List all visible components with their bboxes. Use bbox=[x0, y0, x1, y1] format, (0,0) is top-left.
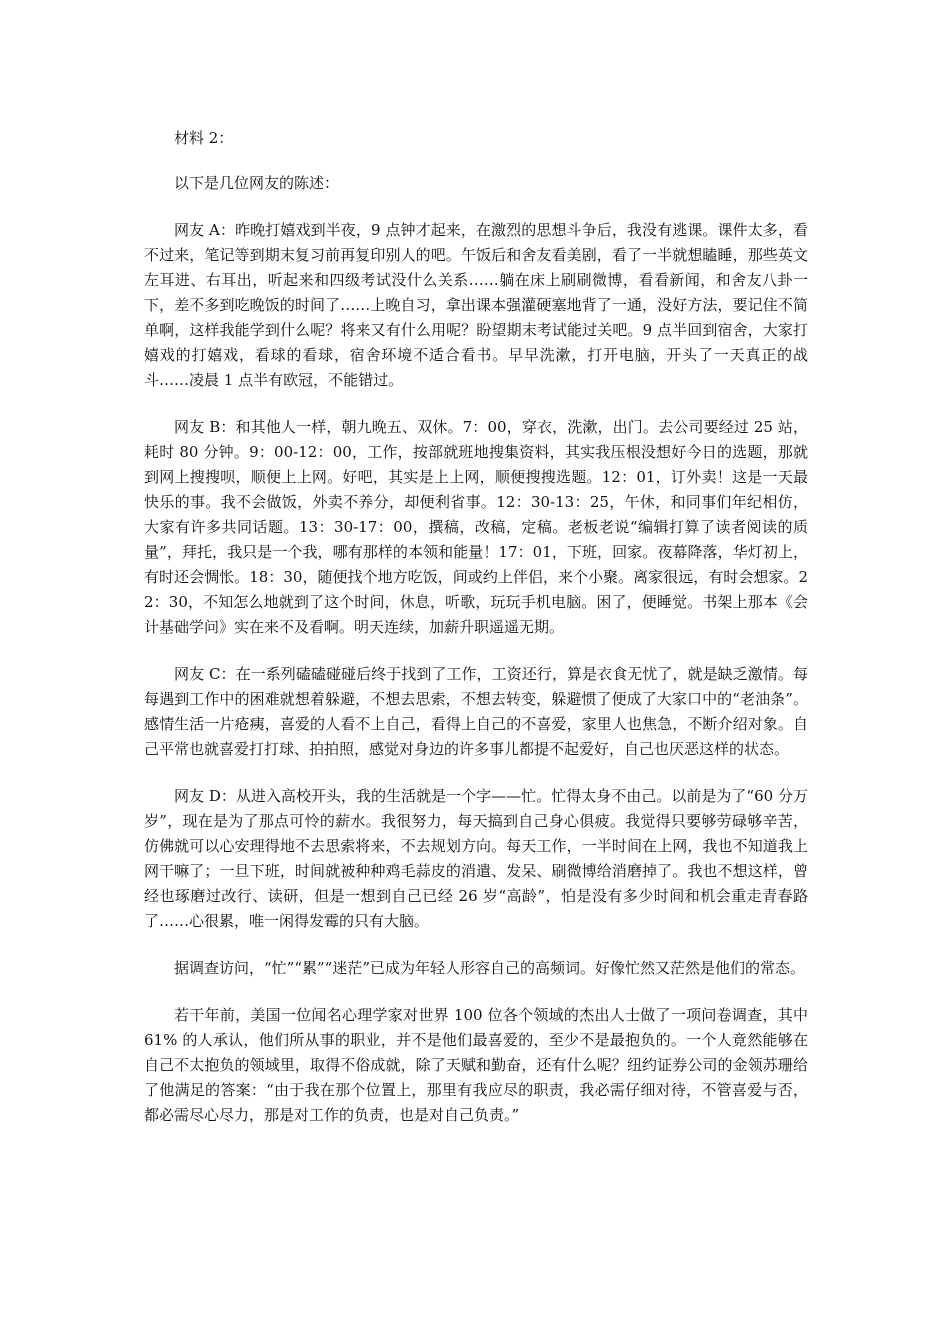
material-heading: 材料 2： bbox=[174, 129, 234, 147]
netizen-a-paragraph: 网友 A：昨晚打嬉戏到半夜，9 点钟才起来，在激烈的思想斗争后，我没有逃课。课件太多，看不过来，笔记等到期末复习前再复印别人的吧。午饭后和舍友看美剧，看了一半就想瞌睡，那些英文左耳进、右耳出，听起来和四级考试没什么关系……躺在床上刷刷微博，看看新闻，和舍友八卦一下，差不多到吃晚饭的时间了……上晚自习，拿出课本强灌硬塞地背了一通，没好方法，要记住不简单啊，这样我能学到什么呢？将来又有什么用呢？盼望期末考试能过关吧。9 点半回到宿舍，大家打嬉戏的打嬉戏，看球的看球，宿舍环境不适合看书。早早洗漱，打开电脑，开头了一天真正的战斗……凌晨 1 点半有欧冠，不能错过。 bbox=[144, 221, 808, 389]
survey-paragraph: 据调查访问，“忙”“累”“迷茫”已成为年轻人形容自己的高频词。好像忙然又茫然是他们的常态。 bbox=[174, 959, 806, 977]
netizen-c-paragraph: 网友 C：在一系列磕磕碰碰后终于找到了工作，工资还行，算是衣食无忧了，就是缺乏激情。每每遇到工作中的困难就想着躲避，不想去思索，不想去转变，躲避惯了便成了大家口中的“老油条”。感情生活一片疮痍，喜爱的人看不上自己，看得上自己的不喜爱，家里人也焦急，不断介绍对象。自己平常也就喜爱打打球、拍拍照，感觉对身边的许多事儿都提不起爱好，自己也厌恶这样的状态。 bbox=[144, 665, 808, 758]
psychologist-paragraph: 若干年前，美国一位闻名心理学家对世界 100 位各个领域的杰出人士做了一项问卷调查，其中 61% 的人承认，他们所从事的职业，并不是他们最喜爱的，至少不是最抱负的。一个人竟然能够在自己不太抱负的领域里，取得不俗成就，除了天赋和勤奋，还有什么呢？纽约证券公司的金领苏珊给了他满足的答案：“由于我在那个位置上，那里有我应尽的职责，我必需仔细对待，不管喜爱与否，都必需尽心尽力，那是对工作的负责，也是对自己负责。” bbox=[144, 1006, 808, 1124]
netizen-b-paragraph: 网友 B：和其他人一样，朝九晚五、双休。7：00，穿衣，洗漱，出门。去公司要经过 25 站，耗时 80 分钟。9：00-12：00，工作，按部就班地搜集资料，其实我压根没想好今日的选题，那就到网上搜搜呗，顺便上上网。好吧，其实是上上网，顺便搜搜选题。12：01，订外卖！这是一天最快乐的事。我不会做饭，外卖不养分，却便利省事。12：30-13：25，午休，和同事们年纪相仿，大家有许多共同话题。13：30-17：00，撰稿，改稿，定稿。老板老说“编辑打算了读者阅读的质量”，拜托，我只是一个我，哪有那样的本领和能量！17：01，下班，回家。夜幕降落，华灯初上，有时还会惆怅。18：30，随便找个地方吃饭，间或约上伴侣，来个小聚。离家很远，有时会想家。22：30，不知怎么地就到了这个时间，休息，听歌，玩玩手机电脑。困了，便睡觉。书架上那本《会计基础学问》实在来不及看啊。明天连续，加薪升职遥遥无期。 bbox=[144, 418, 808, 636]
intro-paragraph: 以下是几位网友的陈述： bbox=[174, 174, 340, 192]
document-page bbox=[144, 126, 808, 1150]
netizen-d-paragraph: 网友 D：从进入高校开头，我的生活就是一个字——忙。忙得太身不由己。以前是为了“60 分万岁”，现在是为了那点可怜的薪水。我很努力，每天搞到自己身心俱疲。我觉得只要够劳碌够辛苦，仿佛就可以心安理得地不去思索将来，不去规划方向。每天工作，一半时间在上网，我也不知道我上网干嘛了；一旦下班，时间就被种种鸡毛蒜皮的消遣、发呆、刷微博给消磨掉了。我也不想这样，曾经也琢磨过改行、读研，但是一想到自己已经 26 岁“高龄”，怕是没有多少时间和机会重走青春路了……心很累，唯一闲得发霉的只有大脑。 bbox=[144, 787, 808, 930]
